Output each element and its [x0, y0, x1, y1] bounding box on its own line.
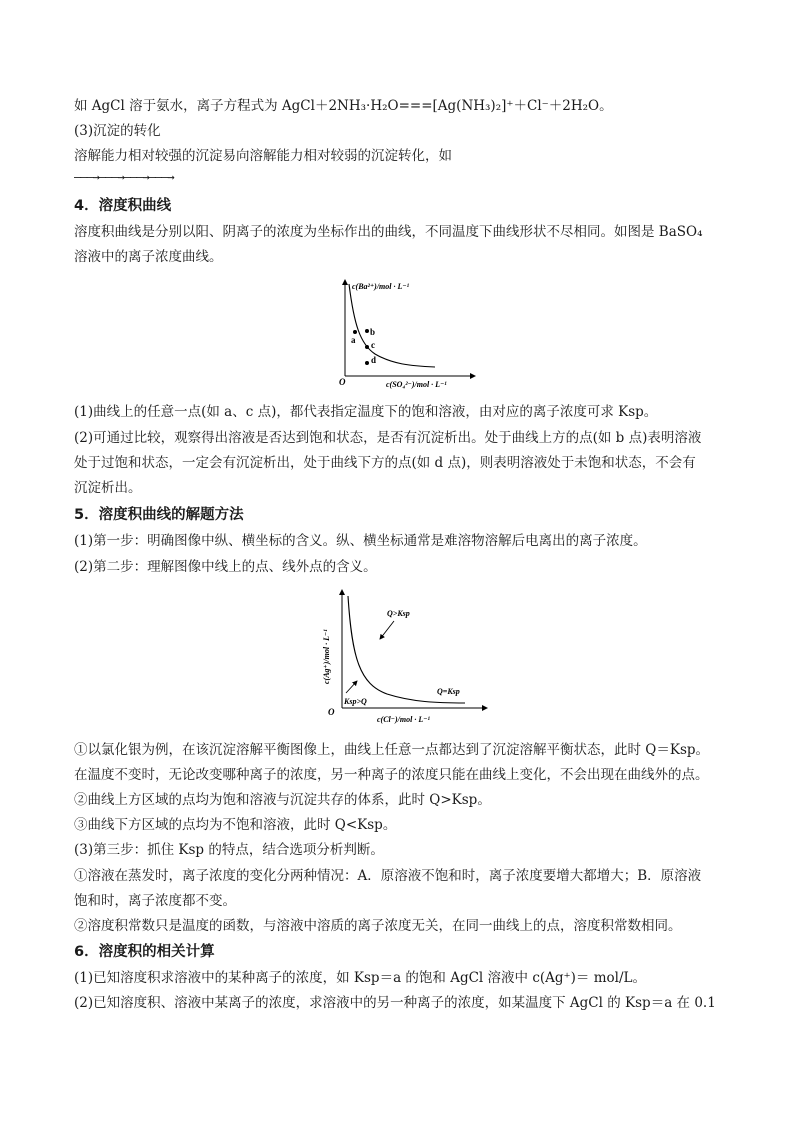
- text-line: 溶度积曲线是分别以阳、阴离子的浓度为坐标作出的曲线，不同温度下曲线形状不尽相同。如图是 BaSO₄: [74, 224, 703, 240]
- section-heading: 5．溶度积曲线的解题方法: [74, 507, 244, 523]
- on-curve-label: Q=Ksp: [437, 687, 460, 696]
- y-axis-label: c(Ag⁺)/mol · L⁻¹: [322, 629, 331, 684]
- x-axis-label: c(SO₄²⁻)/mol · L⁻¹: [386, 380, 447, 389]
- section-heading: 4．溶度积曲线: [74, 198, 172, 214]
- text-line: 溶液中的离子浓度曲线。: [74, 249, 223, 265]
- below-arrow: [346, 681, 357, 693]
- text-line: 沉淀析出。: [74, 480, 142, 496]
- text-line: ②溶度积常数只是温度的函数，与溶液中溶质的离子浓度无关，在同一曲线上的点，溶度积常数相同。: [74, 918, 682, 934]
- above-curve-label: Q>Ksp: [387, 609, 410, 618]
- y-axis-label: c(Ba²⁺)/mol · L⁻¹: [352, 282, 410, 291]
- text-line: ①以氯化银为例，在该沉淀溶解平衡图像上，曲线上任意一点都达到了沉淀溶解平衡状态，此时 Q＝Ksp。: [74, 742, 710, 758]
- text-line: (1)曲线上的任意一点(如 a、c 点)，都代表指定温度下的饱和溶液，由对应的离子浓度可求 Ksp。: [74, 404, 658, 420]
- point-c: [365, 345, 369, 349]
- text-line: 处于过饱和状态，一定会有沉淀析出，处于曲线下方的点(如 d 点)，则表明溶液处于未饱和状态，不会有: [74, 455, 696, 471]
- text-line: (2)可通过比较，观察得出溶液是否达到饱和状态，是否有沉淀析出。处于曲线上方的点(如 b 点)表明溶液: [74, 430, 702, 446]
- text-line: 在温度不变时，无论改变哪种离子的浓度，另一种离子的浓度只能在曲线上变化，不会出现在曲线外的点。: [74, 767, 709, 783]
- text-line: 饱和时，离子浓度都不变。: [74, 893, 236, 909]
- point-label-c: c: [371, 340, 375, 350]
- x-axis-label: c(Cl⁻)/mol · L⁻¹: [377, 715, 430, 724]
- text-line: (3)第三步：抓住 Ksp 的特点，结合选项分析判断。: [74, 842, 384, 858]
- text-line: (2)第二步：理解图像中线上的点、线外点的含义。: [74, 559, 377, 575]
- text-line: 如 AgCl 溶于氨水，离子方程式为 AgCl＋2NH₃·H₂O===[Ag(NH₃)₂]⁺＋Cl⁻＋2H₂O。: [74, 98, 613, 114]
- agcl-solubility-figure: [312, 584, 492, 726]
- conversion-arrows: ———→———→———→———→: [74, 170, 174, 184]
- point-label-d: d: [371, 355, 377, 365]
- text-line: 溶解能力相对较强的沉淀易向溶解能力相对较弱的沉淀转化，如: [74, 148, 452, 164]
- point-b: [365, 329, 369, 333]
- point-label-a: a: [351, 335, 356, 345]
- above-arrow: [380, 621, 394, 639]
- text-line: (2)已知溶度积、溶液中某离子的浓度，求溶液中的另一种离子的浓度，如某温度下 AgCl 的 Ksp＝a 在 0.1: [74, 995, 716, 1011]
- section-heading: 6．溶度积的相关计算: [74, 944, 215, 960]
- text-line: (3)沉淀的转化: [74, 123, 161, 139]
- solubility-curve: [349, 284, 435, 367]
- below-curve-label: Ksp>Q: [344, 697, 367, 706]
- point-a: [353, 330, 357, 334]
- origin-label: O: [339, 377, 346, 387]
- text-line: ①溶液在蒸发时，离子浓度的变化分两种情况：A．原溶液不饱和时，离子浓度要增大都增大；B．原溶液: [74, 868, 702, 884]
- point-label-b: b: [370, 327, 376, 337]
- text-line: ②曲线上方区域的点均为饱和溶液与沉淀共存的体系，此时 Q>Ksp。: [74, 792, 491, 808]
- origin-label: O: [328, 707, 335, 717]
- point-d: [365, 361, 369, 365]
- text-line: (1)已知溶度积求溶液中的某种离子的浓度，如 Ksp＝a 的饱和 AgCl 溶液中 c(Ag⁺)＝ mol/L。: [74, 970, 646, 986]
- baso4-solubility-figure: [330, 274, 480, 392]
- text-line: (1)第一步：明确图像中纵、横坐标的含义。纵、横坐标通常是难溶物溶解后电离出的离子浓度。: [74, 533, 647, 549]
- text-line: ③曲线下方区域的点均为不饱和溶液，此时 Q<Ksp。: [74, 817, 397, 833]
